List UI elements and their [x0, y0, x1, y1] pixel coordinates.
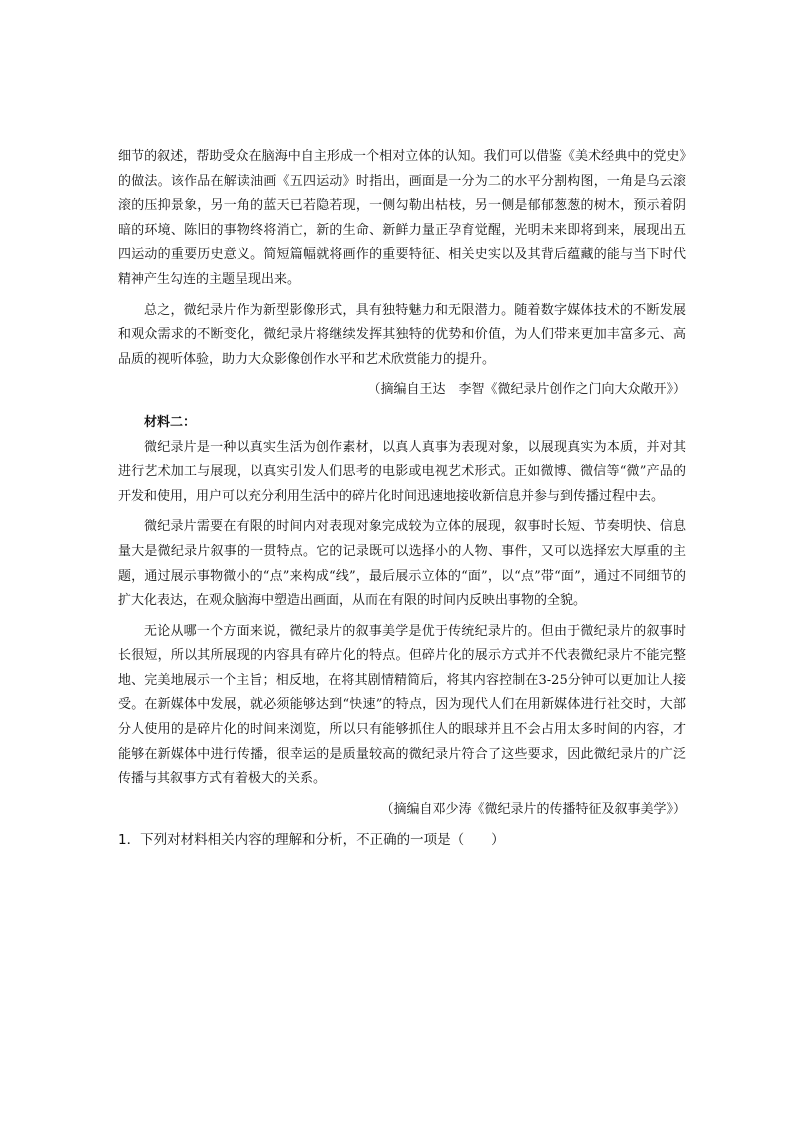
paragraph-5: 无论从哪一个方面来说，微纪录片的叙事美学是优于传统纪录片的。但由于微纪录片的叙事时长很短，所以其所展现的内容具有碎片化的特点。但碎片化的展示方式并不代表微纪录片不能完整地、完美地展示一个主旨；相反地，在将其剧情精简后，将其内容控制在3-25分钟可以更加让人接受。在新媒体中发展，就必须能够达到“快速”的特点，因为现代人们在用新媒体进行社交时，大部分人使用的是碎片化的时间来浏览，所以只有能够抓住人的眼球并且不会占用太多时间的内容，才能够在新媒体中进行传播，很幸运的是质量较高的微纪录片符合了这些要求，因此微纪录片的广泛传播与其叙事方式有着极大的关系。	[118, 623, 686, 787]
paragraph-3: 微纪录片是一种以真实生活为创作素材，以真人真事为表现对象，以展现真实为本质，并对其进行艺术加工与展现，以真实引发人们思考的电影或电视艺术形式。正如微博、微信等“微”产品的开发和使用，用户可以充分利用生活中的碎片化时间迅速地接收新信息并参与到传播过程中去。	[118, 439, 686, 504]
document-body	[118, 145, 686, 853]
paragraph-1: 细节的叙述，帮助受众在脑海中自主形成一个相对立体的认知。我们可以借鉴《美术经典中的党史》的做法。该作品在解读油画《五四运动》时指出，画面是一分为二的水平分割构图，一角是乌云滚滚的压抑景象，另一角的蓝天已若隐若现，一侧勾勒出枯枝，另一侧是郁郁葱葱的树木，预示着阴暗的环境、陈旧的事物终将消亡，新的生命、新鲜力量正孕育觉醒，光明未来即将到来，展现出五四运动的重要历史意义。简短篇幅就将画作的重要特征、相关史实以及其背后蕴藏的能与当下时代精神产生勾连的主题呈现出来。	[118, 149, 686, 287]
paragraph-2: 总之，微纪录片作为新型影像形式，具有独特魅力和无限潜力。随着数字媒体技术的不断发展和观众需求的不断变化，微纪录片将继续发挥其独特的优势和价值，为人们带来更加丰富多元、高品质的视听体验，助力大众影像创作水平和艺术欣赏能力的提升。	[118, 302, 686, 367]
material-two-heading: 材料二：	[144, 414, 197, 430]
source-citation-1: （摘编自王达 李智《微纪录片创作之门向大众敞开》）	[367, 382, 686, 398]
source-citation-2: （摘编自邓少涛《微纪录片的传播特征及叙事美学》）	[380, 801, 686, 817]
question-1: 1．下列对材料相关内容的理解和分析，不正确的一项是（ ）	[118, 832, 505, 849]
paragraph-4: 微纪录片需要在有限的时间内对表现对象完成较为立体的展现，叙事时长短、节奏明快、信息量大是微纪录片叙事的一贯特点。它的记录既可以选择小的人物、事件，又可以选择宏大厚重的主题，通过展示事物微小的“点”来构成“线”，最后展示立体的“面”，以“点”带“面”，通过不同细节的扩大化表达，在观众脑海中塑造出画面，从而在有限的时间内反映出事物的全貌。	[118, 519, 686, 609]
